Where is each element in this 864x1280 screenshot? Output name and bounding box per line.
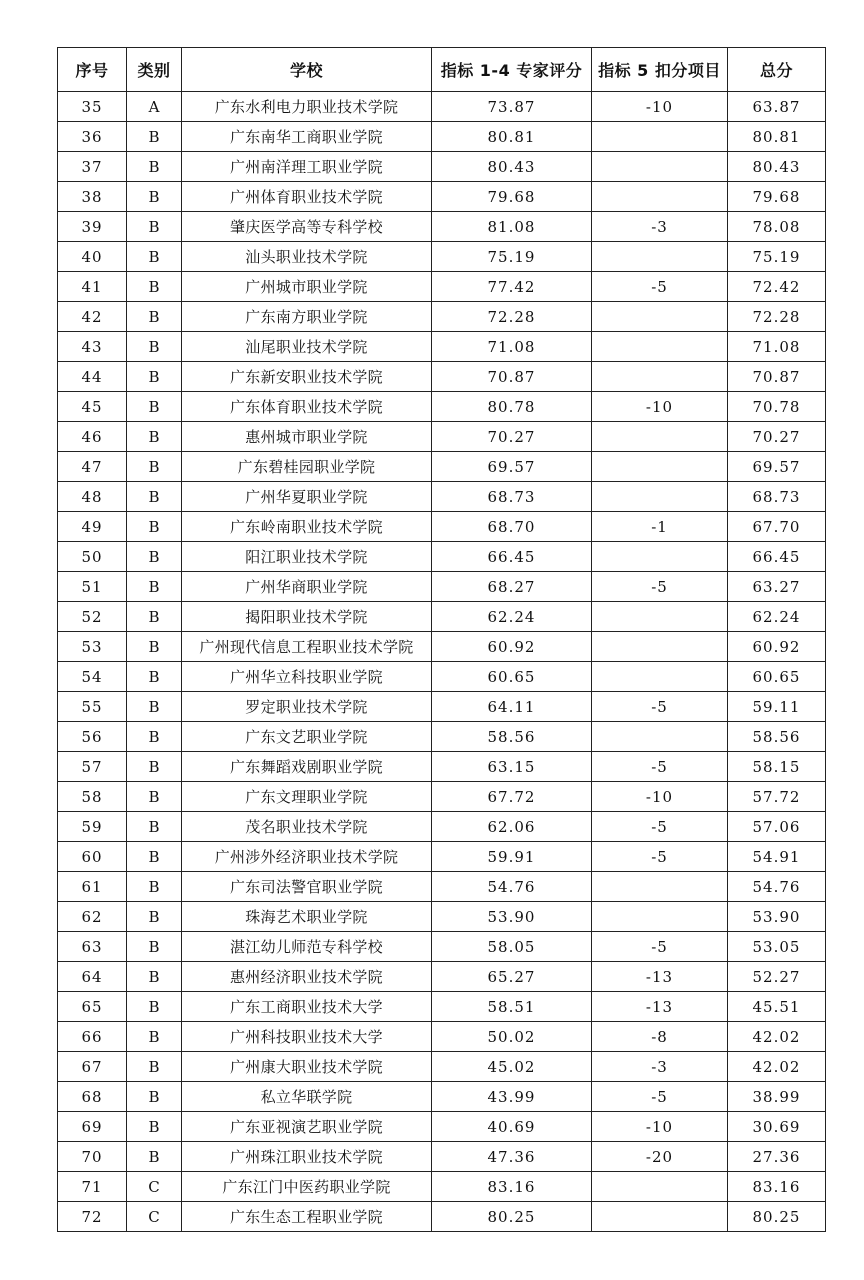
cell-expert-score: 80.81 (432, 122, 592, 152)
cell-category: B (127, 302, 182, 332)
cell-total: 80.25 (728, 1202, 826, 1232)
cell-school: 珠海艺术职业学院 (182, 902, 432, 932)
cell-index: 59 (58, 812, 127, 842)
cell-category: B (127, 1112, 182, 1142)
cell-index: 68 (58, 1082, 127, 1112)
cell-category: B (127, 362, 182, 392)
cell-category: B (127, 1022, 182, 1052)
cell-school: 广东体育职业技术学院 (182, 392, 432, 422)
table-row (58, 422, 826, 452)
cell-school: 广东碧桂园职业学院 (182, 452, 432, 482)
cell-deduction: -1 (592, 512, 728, 542)
cell-category: B (127, 872, 182, 902)
cell-index: 60 (58, 842, 127, 872)
cell-index: 37 (58, 152, 127, 182)
cell-total: 42.02 (728, 1052, 826, 1082)
cell-deduction: -13 (592, 992, 728, 1022)
cell-expert-score: 80.43 (432, 152, 592, 182)
cell-school: 广东岭南职业技术学院 (182, 512, 432, 542)
table-row (58, 272, 826, 302)
table-row (58, 1052, 826, 1082)
cell-deduction: -5 (592, 932, 728, 962)
cell-school: 汕尾职业技术学院 (182, 332, 432, 362)
table-row (58, 932, 826, 962)
cell-school: 广州康大职业技术学院 (182, 1052, 432, 1082)
cell-school: 广东工商职业技术大学 (182, 992, 432, 1022)
cell-index: 55 (58, 692, 127, 722)
cell-school: 广东南华工商职业学院 (182, 122, 432, 152)
cell-expert-score: 68.27 (432, 572, 592, 602)
cell-index: 56 (58, 722, 127, 752)
cell-total: 38.99 (728, 1082, 826, 1112)
header-row (58, 48, 826, 92)
cell-deduction: -3 (592, 1052, 728, 1082)
cell-school: 广东亚视演艺职业学院 (182, 1112, 432, 1142)
cell-school: 汕头职业技术学院 (182, 242, 432, 272)
table-row (58, 842, 826, 872)
cell-index: 66 (58, 1022, 127, 1052)
cell-category: B (127, 242, 182, 272)
table-body (58, 92, 826, 1232)
cell-category: B (127, 602, 182, 632)
cell-index: 71 (58, 1172, 127, 1202)
cell-category: B (127, 692, 182, 722)
table-row (58, 1172, 826, 1202)
cell-category: B (127, 272, 182, 302)
cell-expert-score: 77.42 (432, 272, 592, 302)
cell-expert-score: 69.57 (432, 452, 592, 482)
cell-category: B (127, 992, 182, 1022)
cell-total: 80.81 (728, 122, 826, 152)
cell-school: 广东水利电力职业技术学院 (182, 92, 432, 122)
cell-index: 47 (58, 452, 127, 482)
cell-school: 罗定职业技术学院 (182, 692, 432, 722)
cell-index: 53 (58, 632, 127, 662)
cell-index: 58 (58, 782, 127, 812)
cell-school: 肇庆医学高等专科学校 (182, 212, 432, 242)
header-expert-score: 指标 1-4 专家评分 (432, 48, 592, 92)
cell-category: B (127, 392, 182, 422)
cell-total: 67.70 (728, 512, 826, 542)
cell-deduction (592, 902, 728, 932)
cell-deduction: -5 (592, 272, 728, 302)
cell-total: 70.78 (728, 392, 826, 422)
cell-category: B (127, 812, 182, 842)
cell-deduction (592, 632, 728, 662)
cell-expert-score: 71.08 (432, 332, 592, 362)
cell-deduction (592, 182, 728, 212)
cell-school: 茂名职业技术学院 (182, 812, 432, 842)
cell-category: B (127, 182, 182, 212)
cell-deduction (592, 662, 728, 692)
cell-expert-score: 60.65 (432, 662, 592, 692)
cell-total: 27.36 (728, 1142, 826, 1172)
cell-school: 广东江门中医药职业学院 (182, 1172, 432, 1202)
cell-category: B (127, 152, 182, 182)
cell-index: 69 (58, 1112, 127, 1142)
cell-deduction: -3 (592, 212, 728, 242)
cell-total: 79.68 (728, 182, 826, 212)
table-row (58, 152, 826, 182)
header-school: 学校 (182, 48, 432, 92)
cell-deduction (592, 482, 728, 512)
cell-expert-score: 79.68 (432, 182, 592, 212)
header-total: 总分 (728, 48, 826, 92)
cell-total: 80.43 (728, 152, 826, 182)
cell-expert-score: 68.73 (432, 482, 592, 512)
cell-category: B (127, 662, 182, 692)
cell-index: 57 (58, 752, 127, 782)
table-row (58, 632, 826, 662)
table-row (58, 512, 826, 542)
cell-index: 51 (58, 572, 127, 602)
table-row (58, 752, 826, 782)
cell-expert-score: 63.15 (432, 752, 592, 782)
cell-school: 广州华商职业学院 (182, 572, 432, 602)
cell-school: 广东司法警官职业学院 (182, 872, 432, 902)
cell-school: 惠州城市职业学院 (182, 422, 432, 452)
cell-deduction: -8 (592, 1022, 728, 1052)
cell-total: 57.72 (728, 782, 826, 812)
cell-school: 揭阳职业技术学院 (182, 602, 432, 632)
cell-school: 广州科技职业技术大学 (182, 1022, 432, 1052)
table-row (58, 1022, 826, 1052)
cell-expert-score: 58.56 (432, 722, 592, 752)
cell-deduction: -10 (592, 782, 728, 812)
cell-total: 69.57 (728, 452, 826, 482)
cell-deduction (592, 242, 728, 272)
cell-index: 41 (58, 272, 127, 302)
cell-expert-score: 70.87 (432, 362, 592, 392)
table-row (58, 92, 826, 122)
cell-total: 58.15 (728, 752, 826, 782)
cell-deduction (592, 452, 728, 482)
cell-school: 广东新安职业技术学院 (182, 362, 432, 392)
cell-deduction: -5 (592, 1082, 728, 1112)
cell-school: 广东南方职业学院 (182, 302, 432, 332)
cell-index: 62 (58, 902, 127, 932)
cell-total: 53.05 (728, 932, 826, 962)
cell-category: B (127, 962, 182, 992)
cell-index: 50 (58, 542, 127, 572)
cell-expert-score: 53.90 (432, 902, 592, 932)
cell-school: 广州涉外经济职业技术学院 (182, 842, 432, 872)
cell-category: B (127, 932, 182, 962)
cell-expert-score: 64.11 (432, 692, 592, 722)
cell-expert-score: 72.28 (432, 302, 592, 332)
cell-total: 70.87 (728, 362, 826, 392)
cell-category: B (127, 1052, 182, 1082)
cell-category: B (127, 542, 182, 572)
cell-index: 64 (58, 962, 127, 992)
cell-school: 广州现代信息工程职业技术学院 (182, 632, 432, 662)
table-row (58, 122, 826, 152)
cell-index: 70 (58, 1142, 127, 1172)
table-row (58, 1112, 826, 1142)
cell-expert-score: 58.51 (432, 992, 592, 1022)
cell-expert-score: 67.72 (432, 782, 592, 812)
cell-expert-score: 65.27 (432, 962, 592, 992)
cell-total: 78.08 (728, 212, 826, 242)
cell-expert-score: 80.25 (432, 1202, 592, 1232)
table-row (58, 782, 826, 812)
cell-expert-score: 62.06 (432, 812, 592, 842)
cell-index: 61 (58, 872, 127, 902)
cell-total: 42.02 (728, 1022, 826, 1052)
cell-index: 54 (58, 662, 127, 692)
cell-expert-score: 73.87 (432, 92, 592, 122)
cell-expert-score: 43.99 (432, 1082, 592, 1112)
cell-school: 广州珠江职业技术学院 (182, 1142, 432, 1172)
cell-deduction: -10 (592, 392, 728, 422)
header-index: 序号 (58, 48, 127, 92)
cell-category: B (127, 482, 182, 512)
table-row (58, 902, 826, 932)
table-row (58, 332, 826, 362)
header-category: 类别 (127, 48, 182, 92)
table-row (58, 692, 826, 722)
cell-school: 惠州经济职业技术学院 (182, 962, 432, 992)
table-row (58, 872, 826, 902)
cell-category: B (127, 122, 182, 152)
cell-index: 39 (58, 212, 127, 242)
cell-total: 45.51 (728, 992, 826, 1022)
cell-total: 83.16 (728, 1172, 826, 1202)
cell-total: 70.27 (728, 422, 826, 452)
cell-index: 38 (58, 182, 127, 212)
cell-total: 52.27 (728, 962, 826, 992)
cell-total: 72.28 (728, 302, 826, 332)
header-deduction: 指标 5 扣分项目 (592, 48, 728, 92)
cell-category: B (127, 902, 182, 932)
cell-total: 59.11 (728, 692, 826, 722)
table-row (58, 1082, 826, 1112)
cell-expert-score: 50.02 (432, 1022, 592, 1052)
cell-category: B (127, 452, 182, 482)
cell-deduction (592, 122, 728, 152)
cell-index: 44 (58, 362, 127, 392)
cell-deduction (592, 542, 728, 572)
cell-index: 48 (58, 482, 127, 512)
table-row (58, 302, 826, 332)
table-header (58, 48, 826, 92)
cell-expert-score: 75.19 (432, 242, 592, 272)
cell-total: 54.76 (728, 872, 826, 902)
cell-deduction (592, 1172, 728, 1202)
cell-deduction: -10 (592, 1112, 728, 1142)
cell-deduction (592, 872, 728, 902)
cell-index: 72 (58, 1202, 127, 1232)
cell-index: 45 (58, 392, 127, 422)
cell-category: C (127, 1172, 182, 1202)
cell-index: 46 (58, 422, 127, 452)
cell-index: 67 (58, 1052, 127, 1082)
cell-deduction (592, 1202, 728, 1232)
table-row (58, 392, 826, 422)
cell-deduction: -5 (592, 812, 728, 842)
table-row (58, 722, 826, 752)
cell-category: B (127, 722, 182, 752)
cell-deduction (592, 332, 728, 362)
table-row (58, 962, 826, 992)
table-row (58, 572, 826, 602)
cell-total: 58.56 (728, 722, 826, 752)
cell-school: 阳江职业技术学院 (182, 542, 432, 572)
table-row (58, 992, 826, 1022)
cell-expert-score: 62.24 (432, 602, 592, 632)
cell-deduction (592, 302, 728, 332)
cell-index: 42 (58, 302, 127, 332)
cell-total: 60.65 (728, 662, 826, 692)
cell-deduction (592, 362, 728, 392)
cell-expert-score: 68.70 (432, 512, 592, 542)
table-row (58, 452, 826, 482)
cell-category: B (127, 332, 182, 362)
cell-category: C (127, 1202, 182, 1232)
cell-expert-score: 54.76 (432, 872, 592, 902)
cell-expert-score: 81.08 (432, 212, 592, 242)
cell-deduction (592, 152, 728, 182)
cell-expert-score: 47.36 (432, 1142, 592, 1172)
cell-category: B (127, 572, 182, 602)
cell-total: 53.90 (728, 902, 826, 932)
table-row (58, 662, 826, 692)
table-row (58, 812, 826, 842)
cell-school: 湛江幼儿师范专科学校 (182, 932, 432, 962)
cell-category: B (127, 1082, 182, 1112)
cell-deduction (592, 722, 728, 752)
cell-total: 63.27 (728, 572, 826, 602)
cell-total: 63.87 (728, 92, 826, 122)
table-row (58, 212, 826, 242)
cell-expert-score: 80.78 (432, 392, 592, 422)
score-table (57, 47, 826, 1232)
cell-index: 63 (58, 932, 127, 962)
cell-category: B (127, 422, 182, 452)
table-row (58, 1142, 826, 1172)
cell-total: 71.08 (728, 332, 826, 362)
cell-school: 广东生态工程职业学院 (182, 1202, 432, 1232)
cell-index: 40 (58, 242, 127, 272)
cell-deduction: -5 (592, 692, 728, 722)
cell-expert-score: 40.69 (432, 1112, 592, 1142)
cell-total: 30.69 (728, 1112, 826, 1142)
cell-total: 72.42 (728, 272, 826, 302)
table-row (58, 542, 826, 572)
table-row (58, 362, 826, 392)
cell-category: A (127, 92, 182, 122)
cell-total: 75.19 (728, 242, 826, 272)
cell-index: 65 (58, 992, 127, 1022)
cell-school: 广东文理职业学院 (182, 782, 432, 812)
cell-expert-score: 60.92 (432, 632, 592, 662)
cell-deduction: -13 (592, 962, 728, 992)
cell-index: 36 (58, 122, 127, 152)
cell-index: 43 (58, 332, 127, 362)
cell-expert-score: 66.45 (432, 542, 592, 572)
cell-deduction: -5 (592, 572, 728, 602)
cell-school: 私立华联学院 (182, 1082, 432, 1112)
cell-school: 广东文艺职业学院 (182, 722, 432, 752)
cell-expert-score: 59.91 (432, 842, 592, 872)
cell-deduction: -5 (592, 752, 728, 782)
cell-school: 广州华立科技职业学院 (182, 662, 432, 692)
table-row (58, 482, 826, 512)
table-row (58, 1202, 826, 1232)
cell-category: B (127, 782, 182, 812)
table-row (58, 242, 826, 272)
cell-category: B (127, 1142, 182, 1172)
table-row (58, 182, 826, 212)
cell-category: B (127, 842, 182, 872)
cell-expert-score: 70.27 (432, 422, 592, 452)
cell-total: 57.06 (728, 812, 826, 842)
cell-category: B (127, 752, 182, 782)
cell-school: 广东舞蹈戏剧职业学院 (182, 752, 432, 782)
cell-expert-score: 58.05 (432, 932, 592, 962)
cell-total: 62.24 (728, 602, 826, 632)
cell-deduction (592, 602, 728, 632)
cell-school: 广州南洋理工职业学院 (182, 152, 432, 182)
cell-total: 68.73 (728, 482, 826, 512)
table-row (58, 602, 826, 632)
cell-total: 54.91 (728, 842, 826, 872)
cell-expert-score: 83.16 (432, 1172, 592, 1202)
cell-school: 广州城市职业学院 (182, 272, 432, 302)
cell-index: 49 (58, 512, 127, 542)
cell-category: B (127, 512, 182, 542)
cell-category: B (127, 212, 182, 242)
cell-school: 广州体育职业技术学院 (182, 182, 432, 212)
cell-total: 66.45 (728, 542, 826, 572)
cell-deduction: -10 (592, 92, 728, 122)
cell-expert-score: 45.02 (432, 1052, 592, 1082)
cell-deduction: -20 (592, 1142, 728, 1172)
cell-deduction: -5 (592, 842, 728, 872)
cell-deduction (592, 422, 728, 452)
cell-school: 广州华夏职业学院 (182, 482, 432, 512)
cell-category: B (127, 632, 182, 662)
cell-total: 60.92 (728, 632, 826, 662)
cell-index: 52 (58, 602, 127, 632)
cell-index: 35 (58, 92, 127, 122)
